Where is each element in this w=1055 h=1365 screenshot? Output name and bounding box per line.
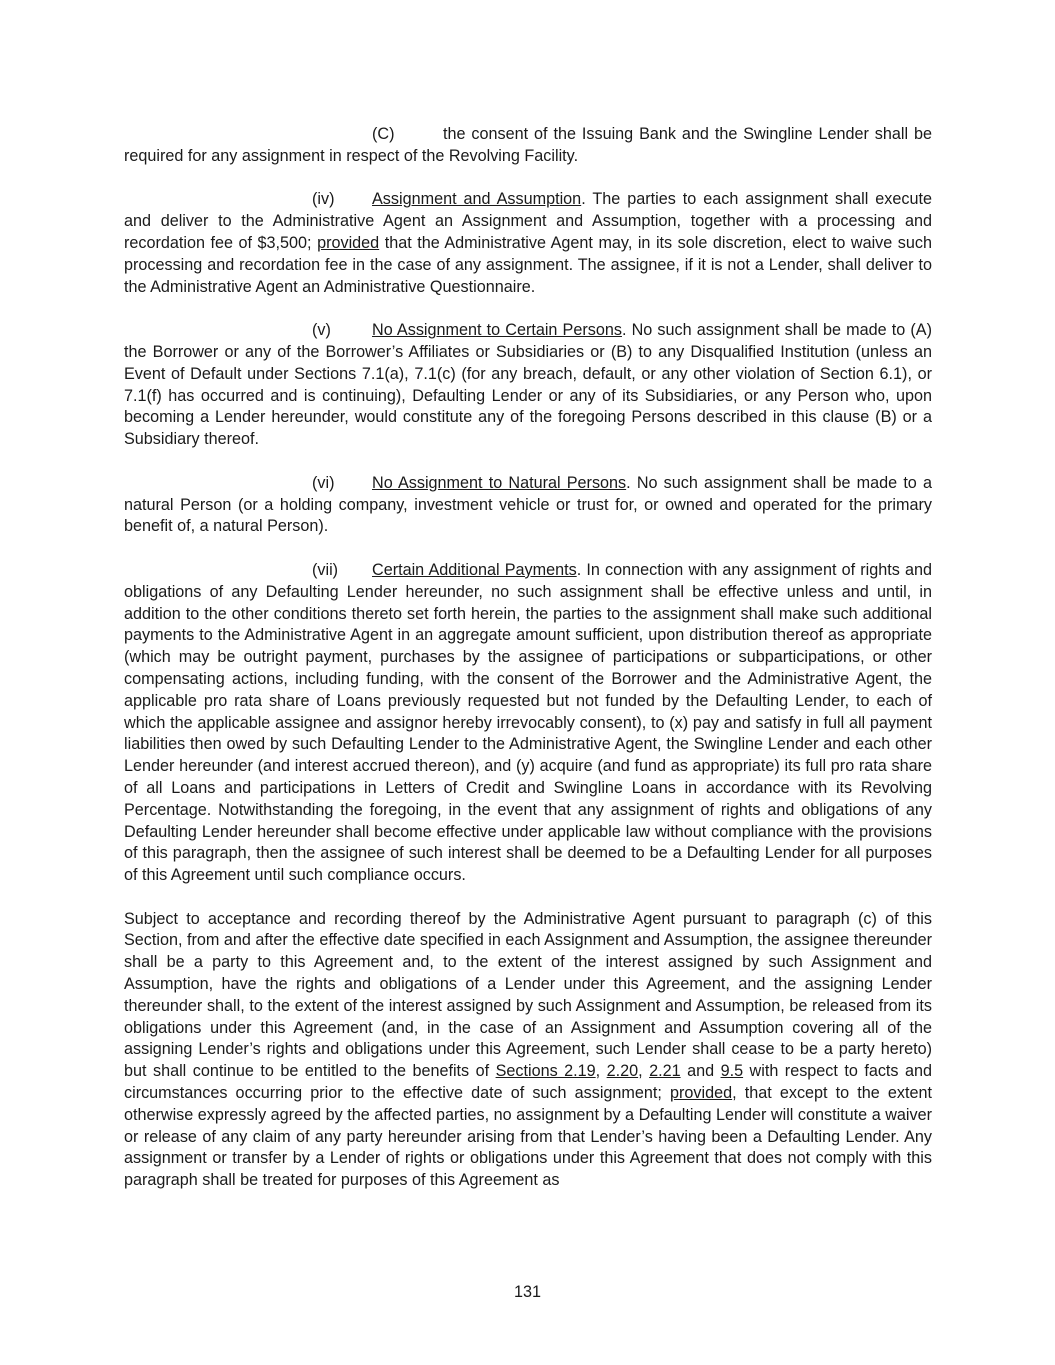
page-number: 131 <box>513 1283 541 1301</box>
document-page <box>124 124 932 1214</box>
section-ref-9-5: 9.5 <box>720 1062 744 1081</box>
paragraph-iv-text-2: that the Administrative Agent may, in its sole discretion, elect to waive such processing and recordation fee in the case of any assignment. The assignee, if it is not a Lender, shall deliver to the Administrative Agent an Administrative Questionnaire. <box>124 233 932 296</box>
paragraph-v-text: . No such assignment shall be made to (A) the Borrower or any of the Borrower’s Affiliates or Subsidiaries or (B) to any Disqualified Institution (unless an Event of Default under Sections 7.1(a), 7.1(c) (for any breach, default, or any other violation of Section 6.1), or 7.1(f) has occurred and is continuing), Defaulting Lender or any of its Subsidiaries, or any Person who, upon becoming a Lender hereunder, would constitute any of the foregoing Persons described in this clause (B) or a Subsidiary thereof. <box>124 321 932 449</box>
paragraph-vii-text: . In connection with any assignment of rights and obligations of any Defaulting Lender hereunder, no such assignment shall be effective unless and until, in addition to the other conditions thereto set forth herein, the parties to the assignment shall make such additional payments to the Administrative Agent in an aggregate amount sufficient, upon distribution thereof as appropriate (which may be outright payment, purchases by the assignee of participations or subparticipations, or other compensating actions, including funding, with the consent of the Borrower and the Administrative Agent, the applicable pro rata share of Loans previously requested but not funded by the Defaulting Lender, to each of which the applicable assignee and assignor hereby irrevocably consent), to (x) pay and satisfy in full all payment liabilities then owed by such Defaulting Lender to the Administrative Agent, the Swingline Lender and each other Lender hereunder (and interest accrued thereon), and (y) acquire (and fund as appropriate) its full pro rata share of all Loans and participations in Letters of Credit and Swingline Loans in accordance with its Revolving Percentage. Notwithstanding the foregoing, in the event that any assignment of rights and obligations of any Defaulting Lender hereunder shall become effective under applicable law without compliance with the provisions of this paragraph, then the assignee of such interest shall be deemed to be a Defaulting Lender for all purposes of this Agreement until such compliance occurs. <box>124 560 933 885</box>
section-ref-2-20: 2.20 <box>606 1062 639 1081</box>
enumerator-vii: (vii) <box>312 560 339 579</box>
section-ref-2-21: 2.21 <box>649 1062 681 1081</box>
separator-2: , <box>638 1062 650 1081</box>
enumerator-v: (v) <box>312 321 331 340</box>
paragraph-vi <box>124 473 932 538</box>
paragraph-closing <box>124 909 932 1192</box>
heading-no-assignment-certain-persons: No Assignment to Certain Persons <box>372 321 622 340</box>
heading-assignment-and-assumption: Assignment and Assumption <box>372 190 582 209</box>
enumerator-vi: (vi) <box>312 473 335 492</box>
enumerator-iv: (iv) <box>312 190 335 209</box>
paragraph-vii <box>124 560 932 887</box>
paragraph-closing-text-3: , that except to the extent otherwise expressly agreed by the affected parties, no assignment by a Defaulting Lender will constitute a waiver or release of any claim of any party hereunder arising from that Lender’s having been a Defaulting Lender. Any assignment or transfer by a Lender of rights or obligations under this Agreement that does not comply with this paragraph shall be treated for purposes of this Agreement as <box>124 1084 933 1190</box>
separator-1: , <box>595 1062 607 1081</box>
heading-no-assignment-natural-persons: No Assignment to Natural Persons <box>372 473 627 492</box>
separator-3: and <box>680 1062 721 1081</box>
paragraph-v <box>124 320 932 451</box>
provided-term: provided <box>670 1084 733 1103</box>
paragraph-iv <box>124 189 932 298</box>
paragraph-iv-text-1: . The parties to each assignment shall execute and deliver to the Administrative Agent an Assignment and Assumption, together with a processing and recordation fee of $3,500; <box>124 190 932 252</box>
paragraph-vi-text: . No such assignment shall be made to a natural Person (or a holding company, investment vehicle or trust for, or owned and operated for the primary benefit of, a natural Person). <box>124 473 932 536</box>
provided-term: provided <box>317 233 380 252</box>
enumerator-c: (C) <box>372 125 395 143</box>
section-ref-2-19: Sections 2.19 <box>495 1062 596 1081</box>
paragraph-closing-text-2: with respect to facts and circumstances occurring prior to the effective date of such assignment; <box>124 1062 932 1103</box>
paragraph-closing-text-1: Subject to acceptance and recording thereof by the Administrative Agent pursuant to paragraph (c) of this Section, from and after the effective date specified in each Assignment and Assumption, the assignee thereunder shall be a party to this Agreement and, to the extent of the interest assigned by such Assignment and Assumption, have the rights and obligations of a Lender under this Agreement, and the assigning Lender thereunder shall, to the extent of the interest assigned by such Assignment and Assumption, be released from its obligations under this Agreement (and, in the case of an Assignment and Assumption covering all of the assigning Lender’s rights and obligations under this Agreement, such Lender shall cease to be a party hereto) but shall continue to be entitled to the benefits of <box>124 909 932 1081</box>
heading-certain-additional-payments: Certain Additional Payments <box>372 560 577 579</box>
paragraph-c-text: the consent of the Issuing Bank and the Swingline Lender shall be required for any assignment in respect of the Revolving Facility. <box>124 125 932 165</box>
paragraph-c <box>124 124 932 168</box>
